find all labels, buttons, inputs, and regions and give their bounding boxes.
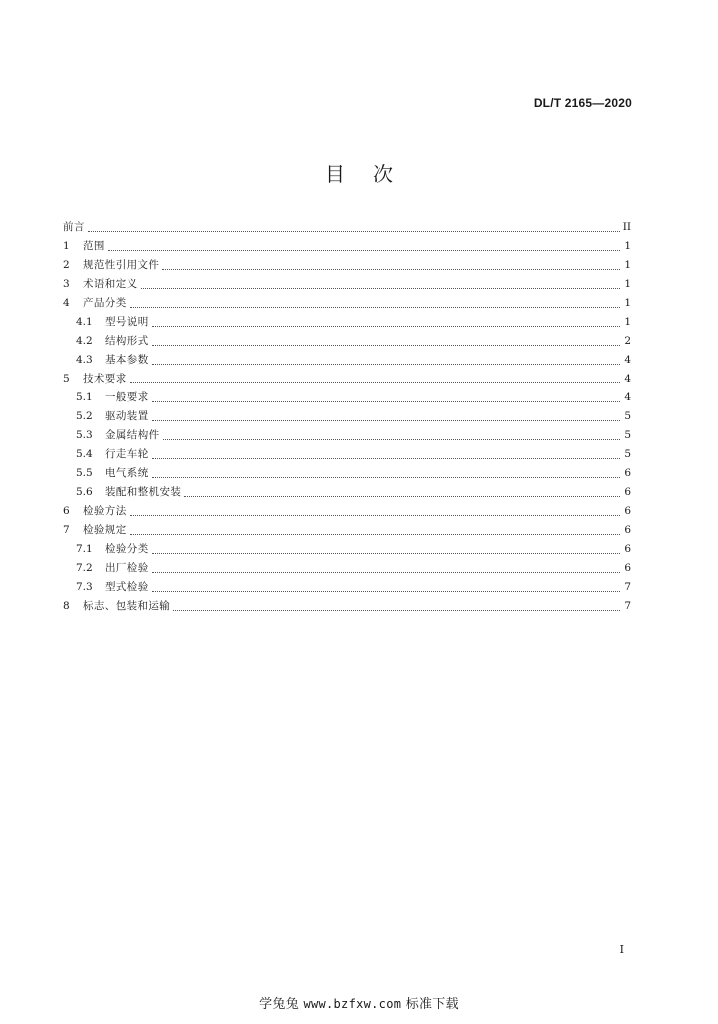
toc-leader-dots — [162, 269, 620, 270]
toc-entry-page: 1 — [624, 296, 631, 309]
toc-leader-dots — [152, 326, 620, 327]
toc-entry[interactable] — [63, 464, 631, 483]
toc-leader-dots — [130, 307, 620, 308]
toc-leader-dots — [152, 591, 620, 592]
toc-entry-number: 8 — [63, 599, 70, 612]
toc-entry-label: 型号说明 — [105, 315, 149, 328]
page-number: I — [619, 943, 624, 956]
toc-entry-label: 检验规定 — [83, 524, 127, 536]
toc-entry-label: 电气系统 — [105, 467, 149, 480]
toc-entry-number: 6 — [63, 505, 70, 518]
toc-entry-page: 6 — [624, 561, 631, 574]
toc-entry-page: 6 — [624, 486, 631, 499]
toc-entry-number: 7.3 — [76, 580, 93, 593]
toc-entry-page: 5 — [624, 448, 631, 461]
toc-entry-page: 1 — [624, 277, 631, 290]
toc-entry-page: 5 — [624, 410, 631, 423]
toc-entry-page: 7 — [624, 599, 631, 612]
toc-entry-label: 基本参数 — [105, 353, 149, 366]
toc-title — [0, 158, 718, 187]
toc-leader-dots — [152, 420, 620, 421]
toc-entry-number: 5.3 — [76, 429, 93, 442]
toc-entry[interactable] — [63, 540, 631, 559]
footer-site-name: 学兔兔 — [259, 997, 299, 1012]
toc-entry-label: 技术要求 — [83, 372, 127, 385]
toc-entry-label: 行走车轮 — [105, 448, 149, 461]
toc-entry[interactable] — [63, 578, 631, 597]
toc-entry-label: 检验分类 — [105, 542, 149, 555]
toc-leader-dots — [163, 439, 621, 440]
toc-leader-dots — [173, 610, 620, 611]
toc-leader-dots — [130, 382, 620, 383]
toc-entry-page: 1 — [624, 315, 631, 328]
toc-leader-dots — [141, 288, 621, 289]
toc-leader-dots — [152, 458, 620, 459]
toc-title-char-1: 目 — [325, 162, 345, 186]
toc-entry[interactable] — [63, 275, 631, 294]
toc-entry[interactable] — [63, 483, 631, 502]
toc-entry-page: 7 — [624, 580, 631, 593]
toc-leader-dots — [152, 401, 620, 402]
footer-url[interactable]: www.bzfxw.com — [303, 997, 402, 1011]
toc-entry-label: 范围 — [83, 239, 105, 252]
toc-entry-number: 2 — [63, 258, 70, 271]
toc-entry-number: 5.1 — [76, 391, 93, 404]
toc-entry-label: 出厂检验 — [105, 561, 149, 574]
table-of-contents — [63, 218, 631, 616]
toc-entry-label: 结构形式 — [105, 334, 149, 347]
toc-entry-page: 4 — [624, 372, 631, 385]
toc-entry-page: 6 — [624, 467, 631, 480]
toc-leader-dots — [88, 231, 620, 232]
toc-entry-page: 6 — [624, 505, 631, 518]
toc-entry-label: 驱动装置 — [105, 410, 149, 423]
toc-entry-label: 检验方法 — [83, 505, 127, 518]
toc-leader-dots — [152, 345, 620, 346]
toc-entry-number: 4.1 — [76, 315, 93, 328]
toc-leader-dots — [152, 364, 620, 365]
toc-entry-page: II — [622, 221, 631, 233]
toc-entry-page: 4 — [624, 353, 631, 366]
toc-entry[interactable] — [63, 351, 631, 370]
toc-entry-number: 5.5 — [76, 467, 93, 480]
toc-entry-number: 7.1 — [76, 542, 93, 555]
toc-entry-number: 4.3 — [76, 353, 93, 366]
toc-entry[interactable] — [63, 445, 631, 464]
toc-entry[interactable] — [63, 521, 631, 540]
toc-title-char-2: 次 — [373, 162, 393, 186]
toc-entry-label: 标志、包装和运输 — [83, 599, 171, 612]
toc-leader-dots — [152, 572, 620, 573]
toc-entry[interactable] — [63, 559, 631, 578]
footer — [0, 993, 718, 1012]
toc-entry-label: 一般要求 — [105, 391, 149, 404]
toc-entry-number: 7.2 — [76, 561, 93, 574]
toc-entry-label: 装配和整机安装 — [105, 486, 182, 499]
toc-entry-page: 6 — [624, 542, 631, 555]
toc-leader-dots — [152, 553, 620, 554]
toc-entry-label: 金属结构件 — [105, 429, 160, 442]
toc-entry-number: 4.2 — [76, 334, 93, 347]
toc-entry-label: 产品分类 — [83, 296, 127, 309]
toc-entry-number: 5.4 — [76, 448, 93, 461]
toc-entry[interactable] — [63, 426, 631, 445]
standard-number: DL/T 2165—2020 — [533, 96, 632, 110]
toc-entry[interactable] — [63, 313, 631, 332]
toc-entry-number: 4 — [63, 296, 70, 309]
toc-entry[interactable] — [63, 388, 631, 407]
toc-leader-dots — [130, 534, 620, 535]
footer-tagline: 标准下载 — [405, 997, 459, 1012]
toc-entry-page: 5 — [624, 429, 631, 442]
toc-entry[interactable] — [63, 502, 631, 521]
toc-leader-dots — [152, 477, 620, 478]
toc-entry[interactable] — [63, 332, 631, 351]
toc-entry-label: 前言 — [63, 221, 85, 233]
toc-entry-label: 规范性引用文件 — [83, 258, 160, 271]
toc-entry-page: 2 — [624, 334, 631, 347]
toc-entry-page: 1 — [624, 258, 631, 271]
toc-entry[interactable] — [63, 370, 631, 389]
toc-entry-number: 5 — [63, 372, 70, 385]
toc-entry-page: 4 — [624, 391, 631, 404]
toc-entry-number: 5.6 — [76, 486, 93, 499]
toc-entry-page: 1 — [624, 239, 631, 252]
toc-entry[interactable] — [63, 407, 631, 426]
toc-entry[interactable] — [63, 597, 631, 616]
toc-leader-dots — [130, 515, 620, 516]
toc-entry[interactable] — [63, 294, 631, 313]
toc-entry[interactable] — [63, 218, 631, 237]
toc-leader-dots — [184, 496, 620, 497]
toc-entry-number: 7 — [63, 524, 70, 536]
toc-entry-number: 1 — [63, 239, 70, 252]
toc-leader-dots — [108, 250, 620, 251]
toc-entry[interactable] — [63, 256, 631, 275]
toc-entry-label: 术语和定义 — [83, 277, 138, 290]
toc-entry-page: 6 — [624, 524, 631, 536]
toc-entry-number: 3 — [63, 277, 70, 290]
toc-entry-number: 5.2 — [76, 410, 93, 423]
toc-entry-label: 型式检验 — [105, 580, 149, 593]
toc-entry[interactable] — [63, 237, 631, 256]
